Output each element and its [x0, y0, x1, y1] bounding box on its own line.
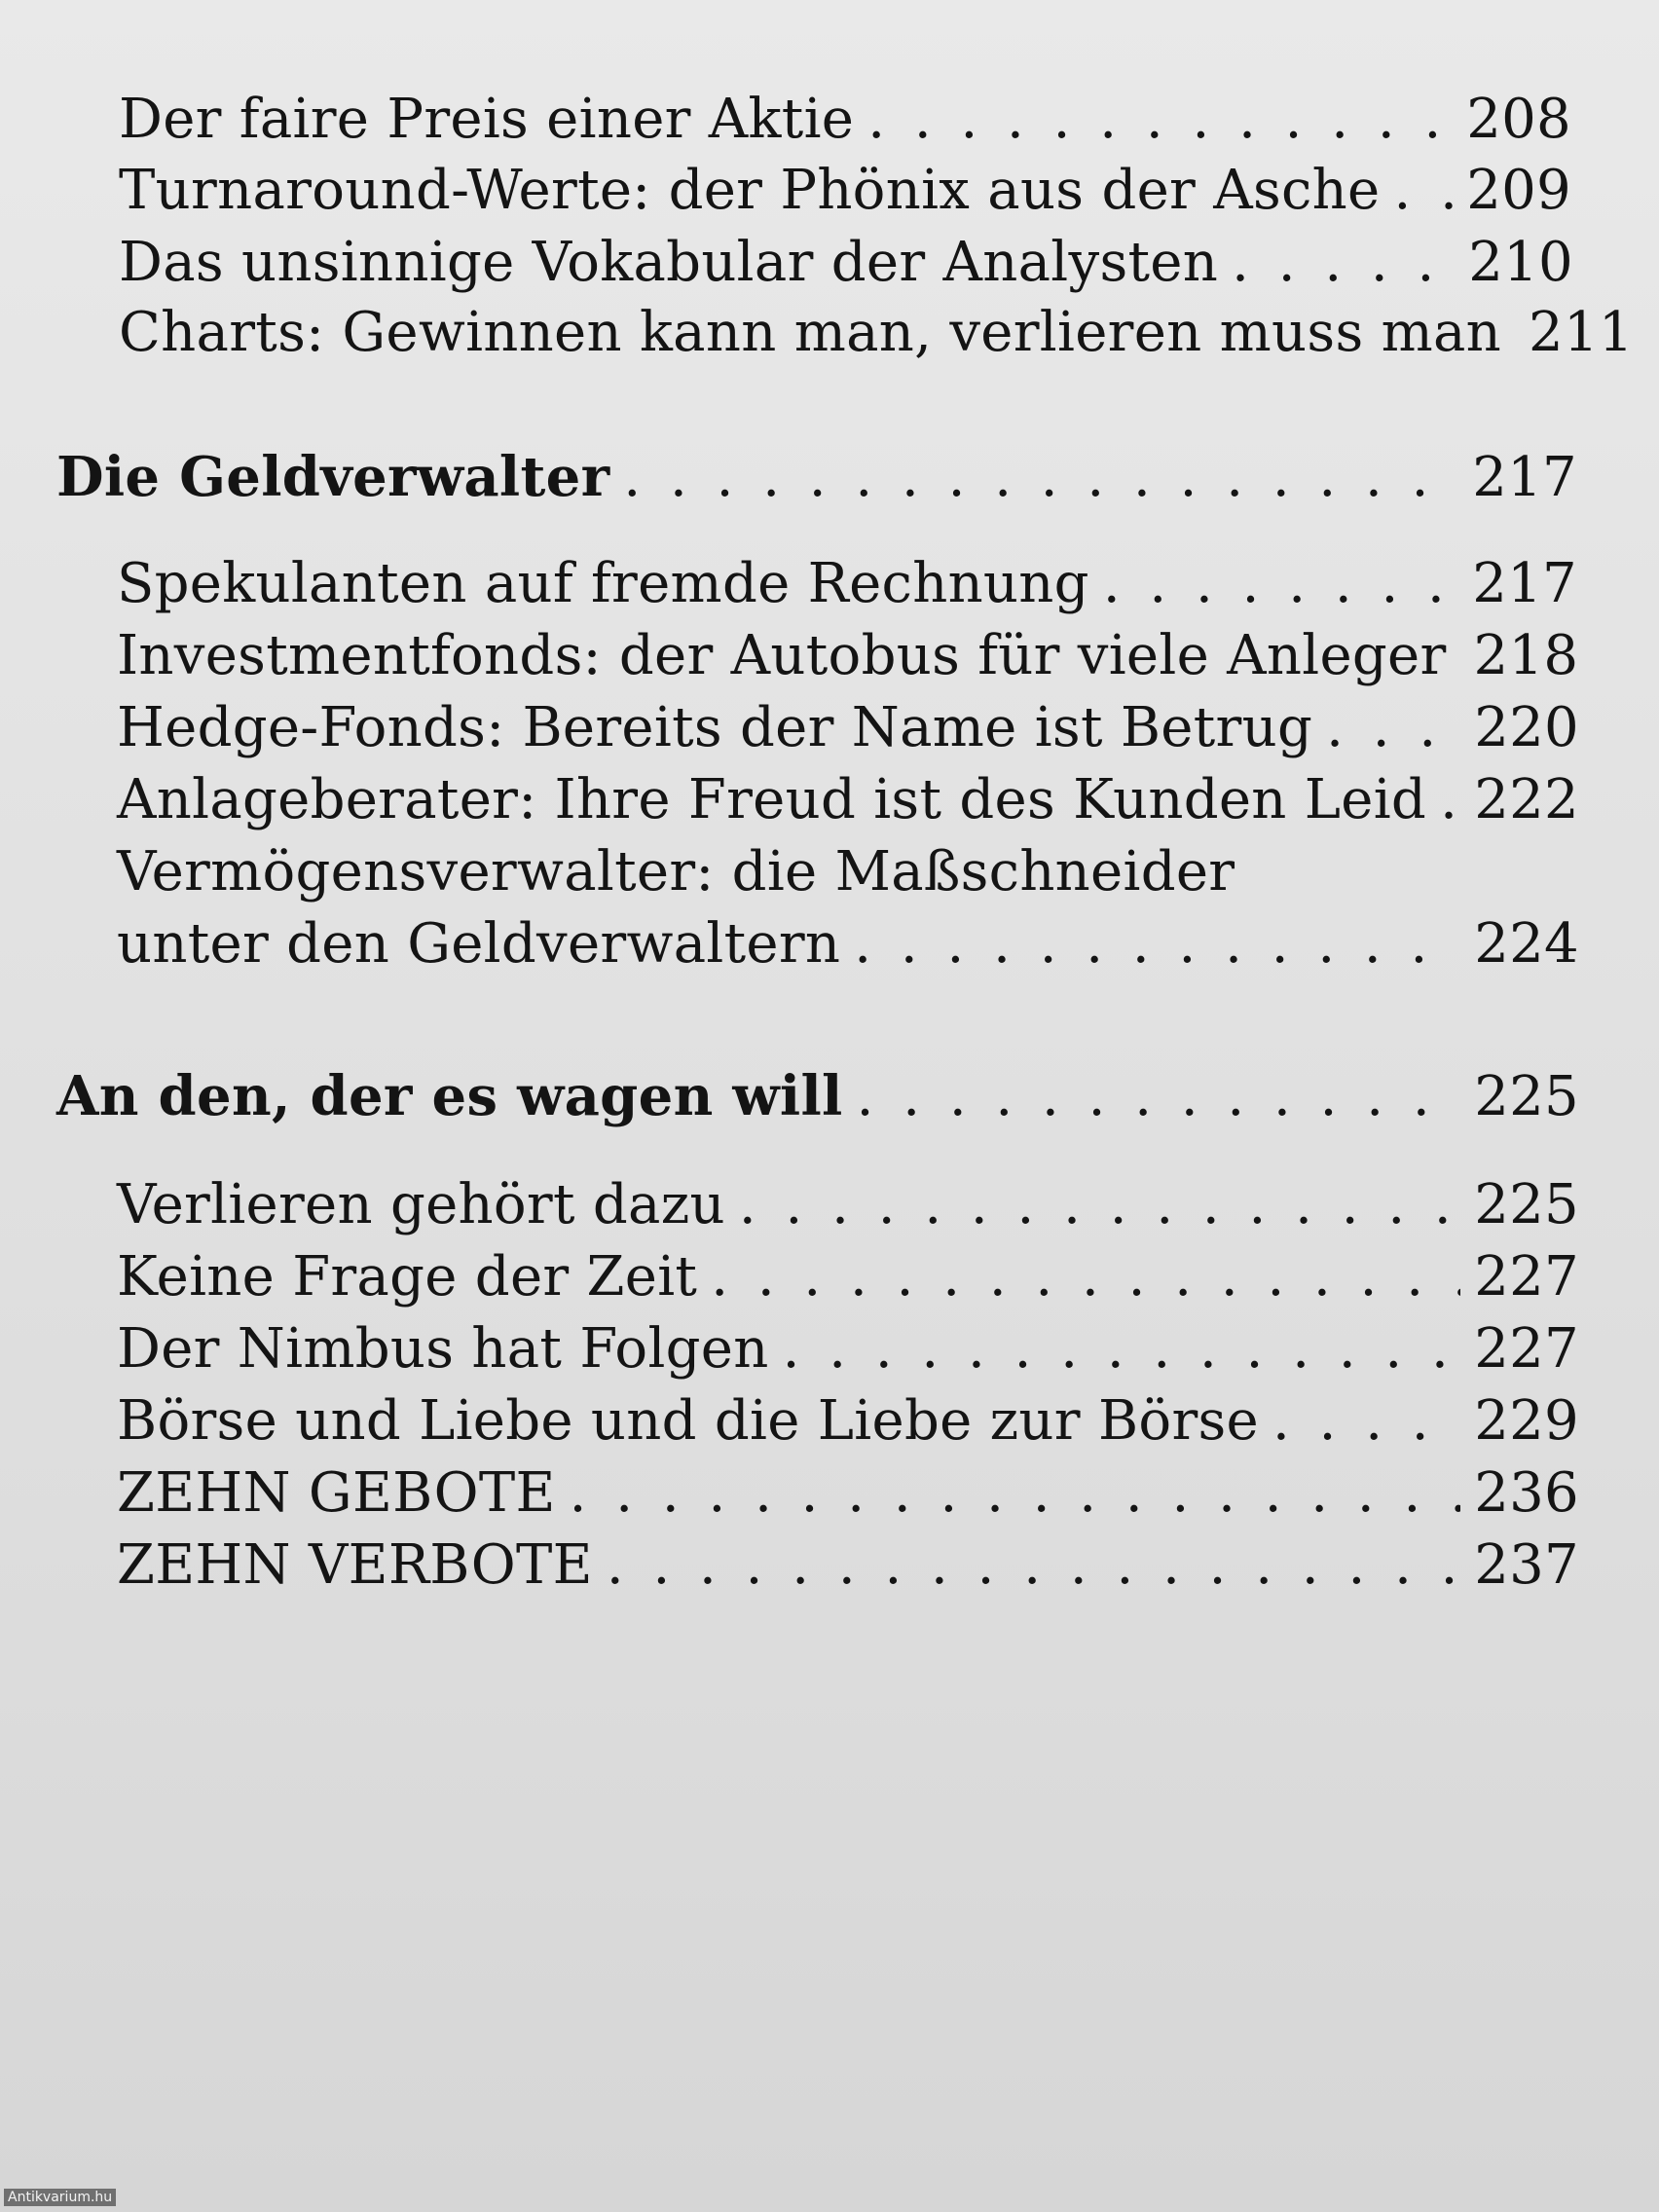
- toc-entry-title: Verlieren gehört dazu: [117, 1173, 725, 1236]
- toc-entry-page: 225: [1474, 1173, 1579, 1236]
- toc-entry: [117, 1389, 1579, 1453]
- toc-entry: [117, 1461, 1579, 1525]
- toc-entry-page: 222: [1474, 768, 1579, 831]
- watermark: Antikvarium.hu: [4, 2189, 116, 2206]
- toc-entry-page: 211: [1529, 301, 1634, 364]
- toc-entry-page: 217: [1472, 552, 1577, 615]
- toc-entry-page: 224: [1474, 912, 1579, 976]
- toc-entry-title: Der faire Preis einer Aktie: [119, 88, 855, 151]
- toc-entry: [117, 696, 1579, 759]
- dot-leader: [1232, 236, 1455, 290]
- dot-leader: [1393, 164, 1453, 218]
- dot-leader: [570, 1466, 1461, 1521]
- toc-entry: [119, 88, 1571, 151]
- dot-leader: [1326, 701, 1460, 756]
- toc-entry: [119, 301, 1634, 364]
- toc-entry-title: Hedge-Fonds: Bereits der Name ist Betrug: [117, 696, 1313, 759]
- toc-entry-title: Börse und Liebe und die Liebe zur Börse: [117, 1389, 1259, 1453]
- toc-entry-page: 227: [1474, 1245, 1579, 1309]
- toc-entry-title-line2: unter den Geldverwaltern: [117, 912, 841, 976]
- chapter-page: 225: [1474, 1065, 1579, 1128]
- dot-leader: [739, 1178, 1460, 1233]
- toc-entry-page: 227: [1474, 1317, 1579, 1381]
- dot-leader: [1440, 773, 1460, 828]
- dot-leader: [711, 1250, 1460, 1305]
- chapter-heading: [56, 445, 1577, 509]
- toc-entry: [117, 1245, 1579, 1309]
- toc-entry-title: Spekulanten auf fremde Rechnung: [117, 552, 1089, 615]
- toc-entry-title: Keine Frage der Zeit: [117, 1245, 698, 1309]
- toc-entry-page: 229: [1474, 1389, 1579, 1453]
- toc-entry-title: Investmentfonds: der Autobus für viele Anleger: [117, 624, 1447, 687]
- toc-entry-title: Der Nimbus hat Folgen: [117, 1317, 769, 1381]
- toc-entry-title: ZEHN GEBOTE: [117, 1461, 556, 1525]
- toc-entry-title: Anlageberater: Ihre Freud ist des Kunden Leid: [117, 768, 1427, 831]
- dot-leader: [867, 92, 1453, 147]
- toc-entry-page: 237: [1474, 1533, 1579, 1597]
- dot-leader: [1272, 1394, 1460, 1449]
- toc-entry-page: 210: [1468, 231, 1573, 294]
- toc-entry: [117, 1533, 1579, 1597]
- toc-entry: [117, 912, 1579, 976]
- chapter-heading: [56, 1064, 1579, 1128]
- toc-entry: [117, 1317, 1579, 1381]
- toc-entry-page: 220: [1474, 696, 1579, 759]
- dot-leader: [783, 1322, 1461, 1377]
- dot-leader: [854, 917, 1460, 972]
- toc-entry: [117, 624, 1579, 687]
- dot-leader: [607, 1538, 1460, 1593]
- toc-entry-title-line1: Vermögensverwalter: die Maßschneider: [117, 840, 1235, 903]
- chapter-title: Die Geldverwalter: [56, 445, 610, 509]
- toc-entry-page: 236: [1474, 1461, 1579, 1525]
- toc-entry-title: Charts: Gewinnen kann man, verlieren muss man: [119, 301, 1502, 364]
- toc-entry-title: Turnaround-Werte: der Phönix aus der Asche: [119, 159, 1381, 222]
- chapter-page: 217: [1472, 446, 1577, 509]
- toc-entry-title: ZEHN VERBOTE: [117, 1533, 593, 1597]
- toc-entry-page: 208: [1466, 88, 1571, 151]
- toc-entry-title: Das unsinnige Vokabular der Analysten: [119, 231, 1219, 294]
- toc-entry: [119, 231, 1573, 294]
- dot-leader: [623, 451, 1458, 505]
- dot-leader: [857, 1070, 1461, 1124]
- toc-entry-page: 209: [1466, 159, 1571, 222]
- chapter-title: An den, der es wagen will: [56, 1064, 843, 1128]
- toc-entry: [119, 159, 1571, 222]
- toc-entry-page: 218: [1473, 624, 1579, 687]
- toc-entry: [117, 552, 1577, 615]
- toc-entry: [117, 1173, 1579, 1236]
- toc-entry: [117, 768, 1579, 831]
- dot-leader: [1103, 557, 1458, 611]
